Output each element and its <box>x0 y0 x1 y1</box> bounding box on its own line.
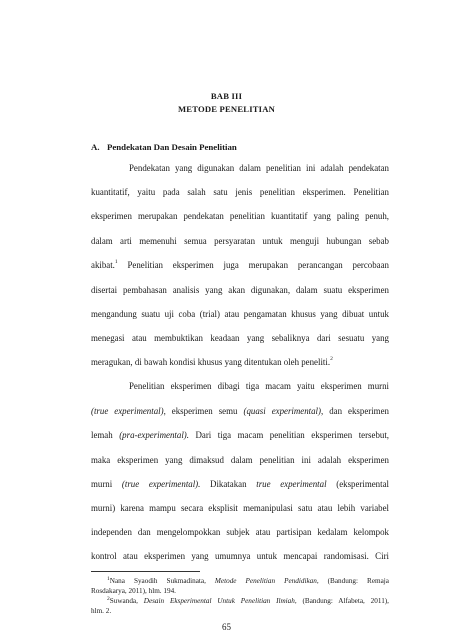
paragraph1-line8: menegasi atau membuktikan keadaan yang sebaliknya dari sesuatu yang <box>91 333 389 343</box>
page-number: 65 <box>222 622 231 632</box>
paragraph2-line8: kontrol atau eksperimen yang umumnya untuk mencapai randomisasi. Ciri <box>91 551 389 561</box>
paragraph1-line9: meragukan, di bawah kondisi khusus yang ditentukan oleh peneliti.$^2$ <box>91 356 333 367</box>
paragraph1-line1: Pendekatan yang digunakan dalam penelitian ini adalah pendekatan <box>129 163 389 173</box>
paragraph1-line2: kuantitatif, yaitu pada salah satu jenis penelitian eksperimen. Penelitian <box>91 187 389 197</box>
footnote-2-line2: hlm. 2. <box>91 607 112 615</box>
paragraph1-line4: dalam arti memenuhi semua persyaratan untuk menguji hubungan sebab <box>91 236 389 246</box>
paragraph1-line3: eksperimen merupakan pendekatan penelitian kuantitatif yang paling penuh, <box>91 211 389 221</box>
paragraph1-line7: mengandung suatu uji coba (trial) atau pengamatan khusus yang dibuat untuk <box>91 309 389 319</box>
paragraph2-line3: lemah (pra-experimental). Dari tiga macam penelitian eksperimen tersebut, <box>91 430 390 440</box>
paragraph2-line4: maka eksperimen yang dimaksud dalam penelitian ini adalah eksperimen <box>91 455 389 465</box>
chapter-title: METODE PENELITIAN <box>177 104 276 114</box>
paragraph2-line1: Penelitian eksperimen dibagi tiga macam yaitu eksperimen murni <box>129 381 389 391</box>
paragraph1-line6: disertai pembahasan analisis yang akan digunakan, dalam suatu eksperimen <box>91 285 389 295</box>
paragraph2-line5: murni (true experimental). Dikatakan true experimental (eksperimental <box>91 479 389 489</box>
paragraph2-line2: (true experimental), eksperimen semu (quasi experimental), dan eksperimen <box>91 406 389 416</box>
section-number: A. <box>91 142 100 152</box>
chapter-label: BAB III <box>210 91 243 101</box>
paragraph2-line7: independen dan mengelompokkan subjek atau partisipan kedalam kelompok <box>91 527 389 537</box>
footnote-ref-1: 1 <box>114 259 118 265</box>
footnote-2-line1: $^2$Suwanda, Desain Eksperimental Untuk Penelitian Ilmiah, (Bandung: Alfabeta, 2011), <box>107 596 389 605</box>
footnote-separator <box>91 571 200 572</box>
paragraph1-line5: akibat.$^1$ Penelitian eksperimen juga merupakan perancangan percobaan <box>91 259 389 270</box>
section-title: Pendekatan Dan Desain Penelitian <box>107 142 237 152</box>
footnote-1-line1: $^1$Nana Syaodih Sukmadinata, Metode Penelitian Pendidikan, (Bandung: Remaja <box>107 576 389 585</box>
footnote-ref-2: 2 <box>330 356 333 362</box>
paragraph2-line6: murni) karena mampu secara eksplisit memanipulasi satu atau lebih variabel <box>91 503 389 513</box>
footnote-1-line2: Rosdakarya, 2011), hlm. 194. <box>91 587 176 595</box>
